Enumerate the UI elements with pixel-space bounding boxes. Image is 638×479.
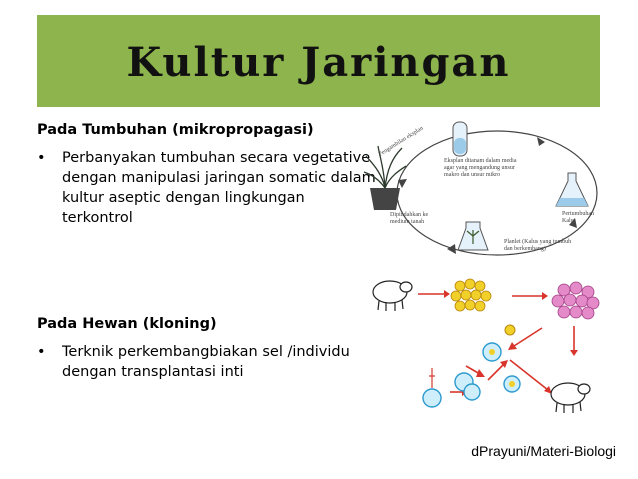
plant-section <box>37 120 377 228</box>
animal-heading: Pada Hewan (kloning) <box>37 316 217 332</box>
plant-heading: Pada Tumbuhan (mikropropagasi) <box>37 122 314 138</box>
credit-text: dPrayuni/Materi-Biologi <box>471 443 616 459</box>
bullet-dot-icon: • <box>37 150 46 166</box>
svg-text:Pertumbuhan: Pertumbuhan <box>562 211 594 217</box>
plant-bullet-text: Perbanyakan tumbuhan secara vegetative dengan manipulasi jaringan somatic dalam kultur aseptic dengan lingkungan terkontrol <box>62 150 376 226</box>
animal-cloning-illustration <box>362 272 612 432</box>
animal-bullet-text: Terknik perkembangbiakan sel /individu dengan transplantasi inti <box>62 344 350 380</box>
sheep-icon <box>373 281 412 311</box>
svg-text:dan berkembang): dan berkembang) <box>504 246 546 252</box>
micropipette-icon <box>429 368 435 388</box>
svg-text:Eksplan ditanam dalam media: Eksplan ditanam dalam media <box>444 158 517 164</box>
svg-text:Kalus: Kalus <box>562 218 576 224</box>
bullet-dot-icon: • <box>37 344 46 360</box>
cloned-sheep-icon <box>551 383 590 413</box>
svg-text:medium tanah: medium tanah <box>390 219 425 225</box>
svg-text:makro dan unsur mikro: makro dan unsur mikro <box>444 172 501 178</box>
embryo-cluster-icon <box>552 282 599 319</box>
culture-jar-icon <box>458 222 488 250</box>
svg-text:Planlet (Kalus yang tumbuh: Planlet (Kalus yang tumbuh <box>504 239 572 245</box>
plant-bullet <box>37 148 377 228</box>
title-banner <box>37 15 600 107</box>
test-tube-icon <box>453 122 467 156</box>
animal-section <box>37 314 397 382</box>
flask-icon <box>556 173 588 206</box>
svg-text:agar yang mengandung unsur: agar yang mengandung unsur <box>444 165 515 171</box>
animal-bullet <box>37 342 397 382</box>
plant-culture-cycle-illustration <box>362 118 612 268</box>
svg-text:Dipindahkan ke: Dipindahkan ke <box>390 212 429 218</box>
cell-cluster-icon <box>451 279 491 311</box>
svg-text:Pengambilan eksplan: Pengambilan eksplan <box>377 125 425 158</box>
slide-title: Kultur Jaringan <box>126 39 511 86</box>
